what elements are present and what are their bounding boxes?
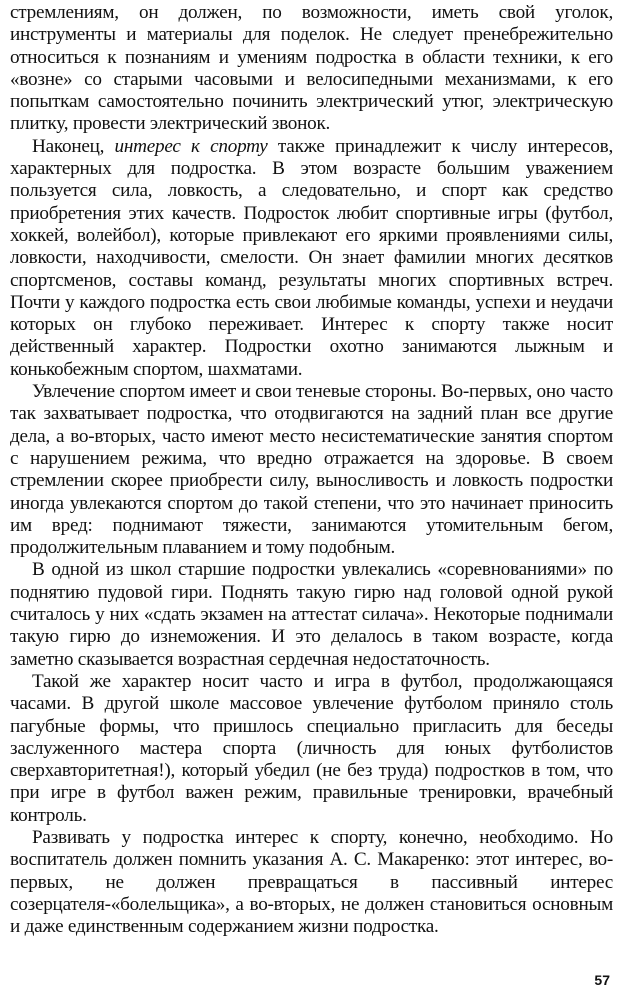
text-segment: стремлениям, он должен, по возможности, иметь свой уголок, инструменты и материалы для поделок. Не следует пренебрежительно относиться к познаниям и умениям подростка в области техники, к его «возне» со старыми часовыми и велосипедными механизмами, к его попыткам самостоятельно починить электрический утюг, электрическую плитку, провести электрический звонок. <box>10 2 613 135</box>
paragraph <box>10 827 613 938</box>
paragraph <box>10 2 613 136</box>
text-column <box>10 2 613 938</box>
paragraph <box>10 136 613 381</box>
paragraph <box>10 671 613 827</box>
text-segment: Такой же характер носит часто и игра в футбол, продолжающаяся часами. В другой школе массовое увлечение футболом приняло столь пагубные формы, что пришлось специально пригласить для беседы заслуженного мастера спорта (личность для юных футболистов сверхавторитетная!), который убедил (не без труда) подростков в том, что при игре в футбол важен режим, правильные тренировки, врачебный контроль. <box>10 670 613 826</box>
text-segment: Увлечение спортом имеет и свои теневые стороны. Во-первых, оно часто так захватывает подростка, что отодвигаются на задний план все другие дела, а во-вторых, часто имеют место несистематические занятия спортом с нарушением режима, что вредно отражается на здоровье. В своем стремлении скорее приобрести силу, выносливость и ловкость подростки иногда увлекаются спортом до такой степени, что это начинает приносить им вред: поднимают тяжести, занимаются утомительным бегом, продолжительным плаванием и тому подобным. <box>10 381 613 559</box>
paragraph <box>10 381 613 559</box>
paragraph <box>10 559 613 670</box>
italic-phrase: интерес к спорту <box>114 135 268 157</box>
text-segment: В одной из школ старшие подростки увлекались «соревнованиями» по поднятию пудовой гири. Поднять такую гирю над головой одной рукой считалось у них «сдать экзамен на аттестат силача». Некоторые поднимали такую гирю до изнеможения. И это делалось в таком возрасте, когда заметно сказывается возрастная сердечная недостаточность. <box>10 559 613 670</box>
text-segment: Развивать у подростка интерес к спорту, конечно, необходимо. Но воспитатель должен помнить указания А. С. Макаренко: этот интерес, во-первых, не должен превращаться в пассивный интерес созерцателя-«болельщика», а во-вторых, не должен становиться основным и даже единственным содержанием жизни подростка. <box>10 826 613 938</box>
text-segment: также принадлежит к числу интересов, характерных для подростка. В этом возрасте большим уважением пользуется сила, ловкость, а следовательно, и спорт как средство приобретения этих качеств. Подросток любит спортивные игры (футбол, хоккей, волейбол), которые привлекают его яркими проявлениями силы, ловкости, находчивости, смелости. Он знает фамилии многих десятков спортсменов, составы команд, результаты многих спортивных встреч. Почти у каждого подростка есть свои любимые команды, успехи и неудачи которых он глубоко переживает. Интерес к спорту также носит действенный характер. Подростки охотно занимаются лыжным и конькобежным спортом, шахматами. <box>10 135 613 380</box>
page-number: 57 <box>594 972 610 988</box>
text-segment: Наконец, <box>32 135 115 157</box>
